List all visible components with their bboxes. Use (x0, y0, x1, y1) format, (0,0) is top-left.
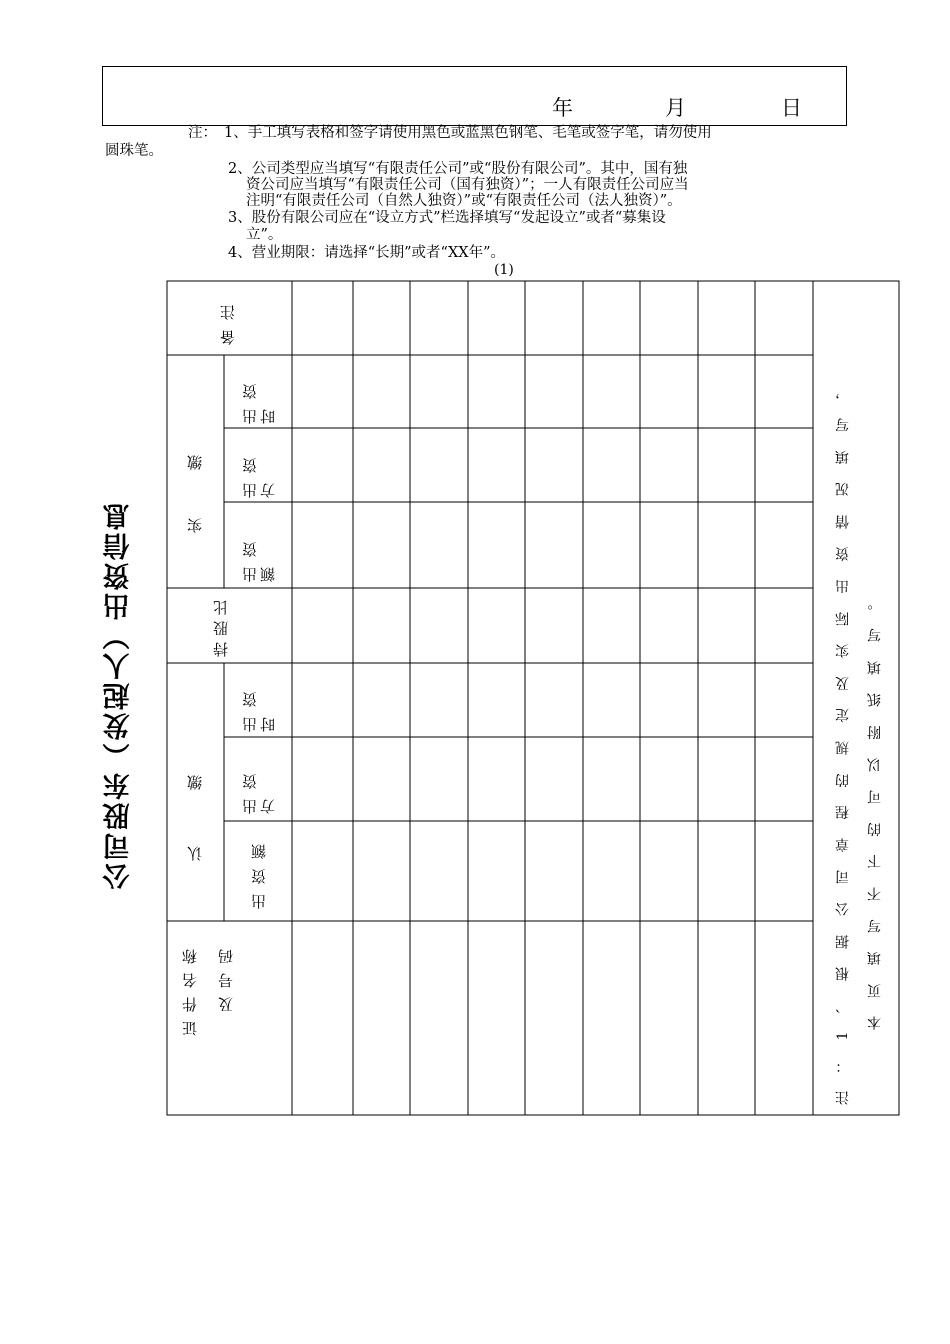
header-id-number: 及号码 (217, 940, 235, 1012)
note-2-line-2: 资公司应当填写“有限责任公司（国有独资）”；一人有限责任公司应当 (246, 177, 689, 193)
note-4-line-1: 4、营业期限：请选择“长期”或者“XX年”。 (228, 245, 506, 261)
side-title: 公司股东（发起人）出资信息 (103, 500, 135, 890)
date-year-label: 年 (552, 96, 573, 120)
header-remark: 备注 (219, 295, 237, 345)
note-2-line-1: 2、公司类型应当填写“有限责任公司”或“股份有限公司”。其中，国有独 (228, 161, 688, 177)
header-id-name: 证件名称 (181, 940, 199, 1036)
note-1-prefix: 注： (188, 125, 217, 141)
note-3-line-1: 3、股份有限公司应在“设立方式”栏选择填写“发起设立”或者“募集设 (228, 210, 666, 226)
table-note-line-1: 注：1、根据公司章程的规定及实际出资情况填写， (835, 367, 851, 1105)
header-sub-time: 出资时 (241, 682, 277, 732)
page-number: (1) (494, 262, 514, 278)
header-paid-method: 出资方 (241, 448, 277, 498)
note-2-line-3: 注明“有限责任公司（自然人独资）”或“有限责任公司（法人独资）”。 (246, 193, 682, 209)
note-1-line-1: 1、手工填写表格和签字请使用黑色或蓝黑色钢笔、毛笔或签字笔，请勿使用 (224, 125, 712, 141)
header-paid-amount: 出资额 (241, 532, 277, 582)
date-month-label: 月 (665, 96, 686, 120)
header-paid-group: 实缴 (186, 407, 204, 533)
header-paid-time: 出资时 (241, 374, 277, 424)
date-day-label: 日 (781, 96, 802, 120)
table-note-line-2: 本页填写不下的可以附纸填写。 (867, 577, 883, 1030)
header-sub-method: 出资方 (241, 764, 277, 814)
header-share-ratio: 持股比 (212, 594, 230, 658)
header-subscribed-group: 认缴 (186, 719, 204, 861)
note-3-line-2: 立”。 (246, 227, 283, 243)
note-1-line-2: 圆珠笔。 (105, 143, 163, 159)
header-sub-amount: 出资额 (250, 834, 268, 910)
